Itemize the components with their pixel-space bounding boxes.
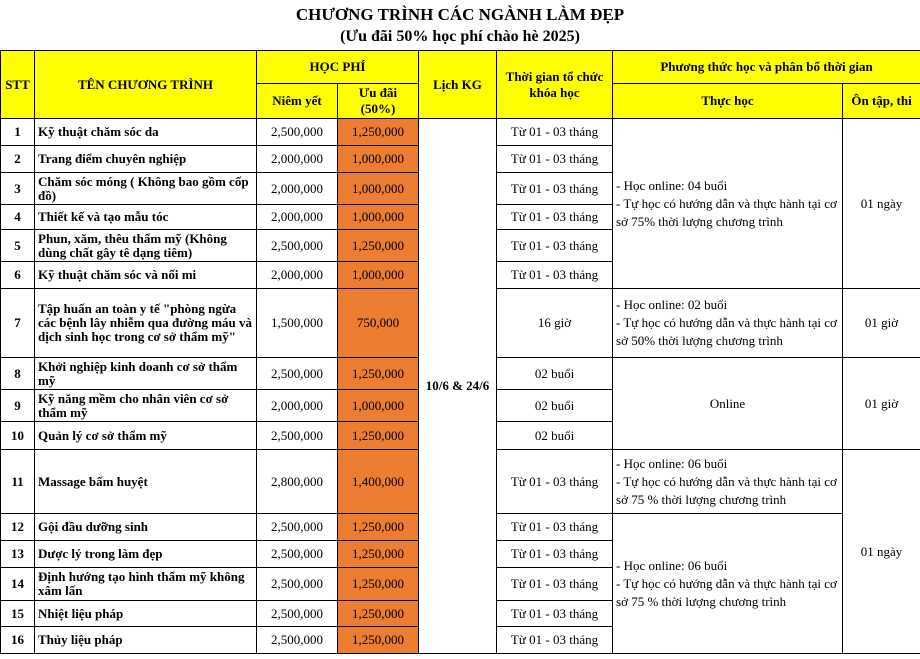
row-name: Thủy liệu pháp: [35, 627, 257, 654]
schedule-cell: 10/6 & 24/6: [419, 119, 497, 654]
row-discount: 1,250,000: [338, 119, 419, 146]
method-line: - Học online: 04 buổi: [616, 177, 728, 193]
row-discount: 1,250,000: [338, 230, 419, 262]
method-group-2: [613, 289, 843, 358]
header-method-group: Phương thức học và phân bổ thời gian: [613, 51, 920, 84]
row-stt: 14: [1, 568, 35, 601]
row-stt: 6: [1, 262, 35, 289]
row-discount: 1,000,000: [338, 173, 419, 205]
row-discount: 1,000,000: [338, 262, 419, 289]
row-discount: 1,250,000: [338, 422, 419, 450]
row-name: Khởi nghiệp kinh doanh cơ sở thẩm mỹ: [35, 358, 257, 390]
row-duration: Từ 01 - 03 tháng: [497, 146, 613, 173]
row-discount: 1,250,000: [338, 358, 419, 390]
row-discount: 1,250,000: [338, 514, 419, 541]
row-discount: 1,250,000: [338, 601, 419, 627]
method-line: - Học online: 02 buổi: [616, 297, 728, 312]
row-stt: 8: [1, 358, 35, 390]
row-duration: Từ 01 - 03 tháng: [497, 173, 613, 205]
row-discount: 750,000: [338, 289, 419, 358]
row-listed: 2,500,000: [257, 627, 338, 654]
row-listed: 2,500,000: [257, 358, 338, 390]
row-stt: 9: [1, 390, 35, 422]
header-discount-fee: Ưu đãi (50%): [338, 84, 419, 119]
method-line: - Tự học có hướng dẫn và thực hành tại cơ sở 75 % thời lượng chương trình: [616, 575, 837, 609]
row-duration: Từ 01 - 03 tháng: [497, 627, 613, 654]
row-stt: 11: [1, 450, 35, 514]
row-name: Quản lý cơ sở thẩm mỹ: [35, 422, 257, 450]
row-stt: 1: [1, 119, 35, 146]
row-duration: Từ 01 - 03 tháng: [497, 568, 613, 601]
row-listed: 2,500,000: [257, 119, 338, 146]
row-listed: 2,500,000: [257, 514, 338, 541]
row-name: Thiết kế và tạo mẫu tóc: [35, 205, 257, 230]
row-name: Phun, xăm, thêu thẩm mỹ (Không dùng chất gây tê dạng tiêm): [35, 230, 257, 262]
method-line: - Học online: 06 buổi: [616, 557, 728, 573]
row-listed: 2,500,000: [257, 422, 338, 450]
row-stt: 16: [1, 627, 35, 654]
header-duration: Thời gian tổ chức khóa học: [497, 51, 613, 119]
row-discount: 1,400,000: [338, 450, 419, 514]
row-name: Kỹ thuật chăm sóc và nối mi: [35, 262, 257, 289]
row-duration: 02 buổi: [497, 390, 613, 422]
row-discount: 1,000,000: [338, 390, 419, 422]
row-stt: 4: [1, 205, 35, 230]
document-title: [0, 0, 920, 50]
row-listed: 2,800,000: [257, 450, 338, 514]
row-name: Trang điểm chuyên nghiệp: [35, 146, 257, 173]
header-practice: Thực học: [613, 84, 843, 119]
row-listed: 2,000,000: [257, 173, 338, 205]
header-review: Ôn tập, thi: [843, 84, 920, 119]
header-fee: HỌC PHÍ: [257, 51, 419, 84]
header-program-name: TÊN CHƯƠNG TRÌNH: [35, 51, 257, 119]
row-listed: 2,000,000: [257, 262, 338, 289]
row-duration: Từ 01 - 03 tháng: [497, 514, 613, 541]
row-stt: 2: [1, 146, 35, 173]
row-duration: 16 giờ: [497, 289, 613, 358]
row-duration: 02 buổi: [497, 358, 613, 390]
row-listed: 2,000,000: [257, 390, 338, 422]
row-name: Kỹ năng mềm cho nhân viên cơ sở thẩm mỹ: [35, 390, 257, 422]
row-discount: 1,000,000: [338, 205, 419, 230]
row-name: Massage bấm huyệt: [35, 450, 257, 514]
row-duration: 02 buổi: [497, 422, 613, 450]
method-line: - Tự học có hướng dẫn và thực hành tại cơ sở 50% thời lượng chương trình: [616, 315, 837, 348]
row-stt: 5: [1, 230, 35, 262]
review-group-1: 01 ngày: [843, 119, 920, 289]
row-listed: 2,000,000: [257, 205, 338, 230]
row-discount: 1,000,000: [338, 146, 419, 173]
row-name: Tập huấn an toàn y tế "phòng ngừa các bệnh lây nhiễm qua đường máu và dịch sinh học trong cơ sở thẩm mỹ": [35, 289, 257, 358]
method-line: - Tự học có hướng dẫn và thực hành tại cơ sở 75% thời lượng chương trình: [616, 195, 837, 229]
row-name: Nhiệt liệu pháp: [35, 601, 257, 627]
row-duration: Từ 01 - 03 tháng: [497, 541, 613, 568]
header-schedule: Lịch KG: [419, 51, 497, 119]
review-group-5: 01 ngày: [843, 450, 920, 654]
review-group-2: 01 giờ: [843, 289, 920, 358]
method-group-3: Online: [613, 358, 843, 450]
row-stt: 13: [1, 541, 35, 568]
row-duration: Từ 01 - 03 tháng: [497, 601, 613, 627]
row-discount: 1,250,000: [338, 627, 419, 654]
row-stt: 15: [1, 601, 35, 627]
row-duration: Từ 01 - 03 tháng: [497, 230, 613, 262]
method-line: - Tự học có hướng dẫn và thực hành tại cơ sở 75 % thời lượng chương trình: [616, 473, 837, 507]
row-listed: 2,500,000: [257, 541, 338, 568]
row-duration: Từ 01 - 03 tháng: [497, 205, 613, 230]
row-stt: 3: [1, 173, 35, 205]
table-row: [1, 119, 920, 146]
row-listed: 2,500,000: [257, 230, 338, 262]
title-main: CHƯƠNG TRÌNH CÁC NGÀNH LÀM ĐẸP: [295, 5, 625, 24]
row-name: Định hướng tạo hình thẩm mỹ không xâm lấn: [35, 568, 257, 601]
row-listed: 1,500,000: [257, 289, 338, 358]
row-name: Kỹ thuật chăm sóc da: [35, 119, 257, 146]
method-group-4: [613, 450, 843, 514]
method-group-5: [613, 514, 843, 654]
row-discount: 1,250,000: [338, 541, 419, 568]
row-discount: 1,250,000: [338, 568, 419, 601]
program-table: [0, 50, 920, 654]
row-listed: 2,000,000: [257, 146, 338, 173]
row-duration: Từ 01 - 03 tháng: [497, 450, 613, 514]
title-subtitle: (Ưu đãi 50% học phí chào hè 2025): [340, 28, 580, 45]
row-duration: Từ 01 - 03 tháng: [497, 119, 613, 146]
row-listed: 2,500,000: [257, 601, 338, 627]
row-stt: 12: [1, 514, 35, 541]
method-group-1: [613, 119, 843, 289]
row-duration: Từ 01 - 03 tháng: [497, 262, 613, 289]
row-stt: 7: [1, 289, 35, 358]
method-line: - Học online: 06 buổi: [616, 455, 728, 471]
row-stt: 10: [1, 422, 35, 450]
review-group-3: 01 giờ: [843, 358, 920, 450]
row-name: Gội đầu dưỡng sinh: [35, 514, 257, 541]
header-stt: STT: [1, 51, 35, 119]
row-listed: 2,500,000: [257, 568, 338, 601]
row-name: Chăm sóc móng ( Không bao gồm cốp đồ): [35, 173, 257, 205]
row-name: Dược lý trong làm đẹp: [35, 541, 257, 568]
header-listed-fee: Niêm yết: [257, 84, 338, 119]
